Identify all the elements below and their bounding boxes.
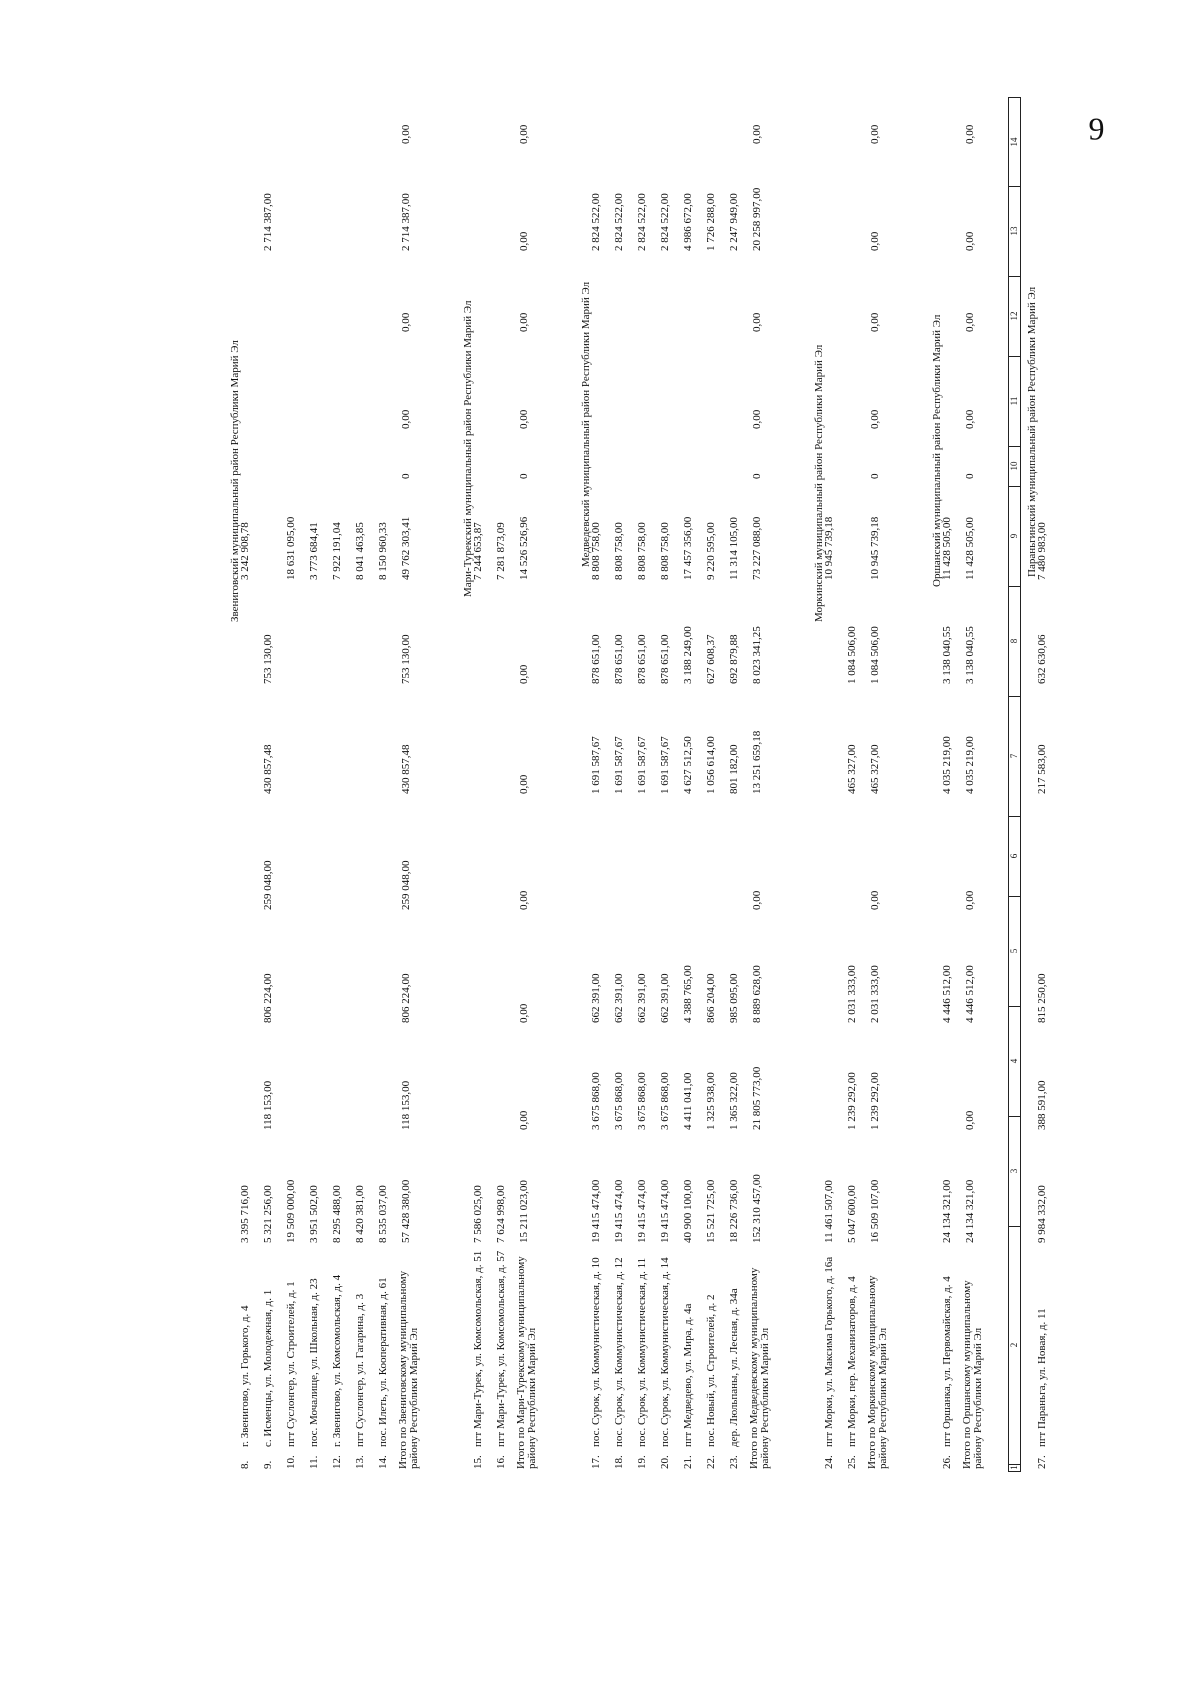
- value-cell-c7: 4 627 512,50: [682, 736, 694, 794]
- value-cell-c9: 10 945 739,18: [823, 516, 835, 580]
- total-value-c3: 57 428 380,00: [400, 1179, 412, 1243]
- value-cell-c3: 9 984 332,00: [1036, 1185, 1048, 1243]
- value-cell-c4: 1 325 938,00: [705, 1072, 717, 1130]
- address-cell: г. Звенигово, ул. Горького, д. 4: [239, 1305, 251, 1447]
- total-value-c5: 8 889 628,00: [751, 965, 763, 1023]
- row-number: 27.: [1036, 1455, 1048, 1469]
- column-header-8: 8: [1008, 586, 1021, 697]
- total-value-c9: 49 762 303,41: [400, 516, 412, 580]
- total-value-c9: 10 945 739,18: [869, 516, 881, 580]
- total-label: Итого по Оршанскому муниципальному району Республики Марий Эл: [961, 1280, 984, 1469]
- address-cell: пгт Мари-Турек, ул. Комсомольская, д. 51: [472, 1250, 484, 1447]
- value-cell-c13: 2 714 387,00: [262, 193, 274, 251]
- total-value-c5: 0,00: [518, 1003, 530, 1023]
- total-value-c13: 20 258 997,00: [751, 187, 763, 251]
- address-cell: пос. Сурок, ул. Коммунистическая, д. 10: [590, 1257, 602, 1447]
- address-cell: пос. Сурок, ул. Коммунистическая, д. 11: [636, 1257, 648, 1447]
- total-value-c10: 0: [751, 473, 763, 479]
- value-cell-c3: 19 415 474,00: [659, 1179, 671, 1243]
- column-header-12: 12: [1008, 276, 1021, 357]
- value-cell-c9: 8 808 758,00: [613, 522, 625, 580]
- total-value-c10: 0: [869, 473, 881, 479]
- address-cell: пгт Оршанка, ул. Первомайская, д. 4: [941, 1276, 953, 1447]
- column-header-5: 5: [1008, 896, 1021, 1007]
- address-cell: пос. Новый, ул. Строителей, д. 2: [705, 1294, 717, 1447]
- value-cell-c3: 11 461 507,00: [823, 1180, 835, 1243]
- value-cell-c9: 8 808 758,00: [659, 522, 671, 580]
- value-cell-c3: 7 624 998,00: [495, 1185, 507, 1243]
- value-cell-c9: 3 242 908,78: [239, 522, 251, 580]
- value-cell-c8: 3 138 040,55: [941, 626, 953, 684]
- total-value-c13: 2 714 387,00: [400, 193, 412, 251]
- value-cell-c4: 388 591,00: [1036, 1080, 1048, 1130]
- value-cell-c3: 7 586 025,00: [472, 1185, 484, 1243]
- value-cell-c5: 806 224,00: [262, 973, 274, 1023]
- total-value-c7: 465 327,00: [869, 744, 881, 794]
- value-cell-c3: 5 047 600,00: [846, 1185, 858, 1243]
- column-header-10: 10: [1008, 446, 1021, 487]
- value-cell-c3: 40 900 100,00: [682, 1179, 694, 1243]
- value-cell-c3: 19 415 474,00: [613, 1179, 625, 1243]
- total-value-c12: 0,00: [751, 312, 763, 332]
- total-value-c14: 0,00: [869, 124, 881, 144]
- address-cell: пгт Медведево, ул. Мира, д. 4а: [682, 1303, 694, 1447]
- value-cell-c3: 5 321 256,00: [262, 1185, 274, 1243]
- value-cell-c6: 259 048,00: [262, 860, 274, 910]
- value-cell-c5: 815 250,00: [1036, 973, 1048, 1023]
- total-value-c7: 4 035 219,00: [964, 736, 976, 794]
- value-cell-c5: 866 204,00: [705, 973, 717, 1023]
- value-cell-c5: 2 031 333,00: [846, 965, 858, 1023]
- row-number: 10.: [285, 1455, 297, 1469]
- total-value-c10: 0: [964, 473, 976, 479]
- value-cell-c3: 3 951 502,00: [308, 1185, 320, 1243]
- total-value-c14: 0,00: [400, 124, 412, 144]
- value-cell-c13: 2 824 522,00: [659, 193, 671, 251]
- total-label: Итого по Медведевскому муниципальному району Республики Марий Эл: [748, 1267, 771, 1469]
- total-value-c8: 3 138 040,55: [964, 626, 976, 684]
- total-value-c12: 0,00: [518, 312, 530, 332]
- total-value-c12: 0,00: [400, 312, 412, 332]
- value-cell-c13: 2 824 522,00: [636, 193, 648, 251]
- value-cell-c13: 2 824 522,00: [590, 193, 602, 251]
- value-cell-c4: 3 675 868,00: [613, 1072, 625, 1130]
- address-cell: пгт Морки, пер. Механизаторов, д. 4: [846, 1276, 858, 1447]
- total-value-c6: 0,00: [869, 890, 881, 910]
- value-cell-c7: 430 857,48: [262, 744, 274, 794]
- value-cell-c8: 3 188 249,00: [682, 626, 694, 684]
- total-value-c8: 8 023 341,25: [751, 626, 763, 684]
- value-cell-c9: 11 428 505,00: [941, 517, 953, 580]
- value-cell-c8: 753 130,00: [262, 634, 274, 684]
- section-title: Параньгинский муниципальный район Республики Марий Эл: [1026, 286, 1038, 577]
- value-cell-c3: 19 415 474,00: [590, 1179, 602, 1243]
- value-cell-c7: 1 691 587,67: [636, 736, 648, 794]
- row-number: 15.: [472, 1455, 484, 1469]
- row-number: 16.: [495, 1455, 507, 1469]
- value-cell-c9: 3 773 684,41: [308, 522, 320, 580]
- row-number: 14.: [377, 1455, 389, 1469]
- address-cell: г. Звенигово, ул. Комсомольская, д. 4: [331, 1274, 343, 1447]
- value-cell-c7: 4 035 219,00: [941, 736, 953, 794]
- value-cell-c9: 7 922 191,04: [331, 522, 343, 580]
- total-label: Итого по Мари-Турекскому муниципальному району Республики Марий Эл: [515, 1256, 538, 1469]
- value-cell-c4: 3 675 868,00: [636, 1072, 648, 1130]
- column-header-2: 2: [1008, 1226, 1021, 1465]
- total-value-c12: 0,00: [964, 312, 976, 332]
- section-title: Моркинский муниципальный район Республики Марий Эл: [813, 344, 825, 622]
- value-cell-c7: 217 583,00: [1036, 744, 1048, 794]
- value-cell-c4: 3 675 868,00: [590, 1072, 602, 1130]
- address-cell: пгт Суслонгер, ул. Гагарина, д. 3: [354, 1293, 366, 1447]
- row-number: 22.: [705, 1455, 717, 1469]
- total-value-c4: 0,00: [964, 1110, 976, 1130]
- value-cell-c5: 662 391,00: [613, 973, 625, 1023]
- total-value-c8: 0,00: [518, 664, 530, 684]
- total-value-c9: 73 227 088,00: [751, 516, 763, 580]
- column-header-14: 14: [1008, 97, 1021, 187]
- page-number: 9: [1088, 110, 1105, 147]
- total-value-c8: 753 130,00: [400, 634, 412, 684]
- column-header-11: 11: [1008, 356, 1021, 447]
- total-value-c13: 0,00: [869, 231, 881, 251]
- row-number: 17.: [590, 1455, 602, 1469]
- row-number: 19.: [636, 1455, 648, 1469]
- section-title: Мари-Турекский муниципальный район Республики Марий Эл: [462, 300, 474, 597]
- row-number: 18.: [613, 1455, 625, 1469]
- value-cell-c4: 3 675 868,00: [659, 1072, 671, 1130]
- value-cell-c3: 19 415 474,00: [636, 1179, 648, 1243]
- value-cell-c3: 3 395 716,00: [239, 1185, 251, 1243]
- total-value-c11: 0,00: [751, 409, 763, 429]
- value-cell-c3: 18 226 736,00: [728, 1179, 740, 1243]
- total-value-c11: 0,00: [869, 409, 881, 429]
- section-title: Медведевский муниципальный район Республики Марий Эл: [580, 281, 592, 567]
- value-cell-c8: 627 608,37: [705, 634, 717, 684]
- row-number: 13.: [354, 1455, 366, 1469]
- column-header-3: 3: [1008, 1116, 1021, 1227]
- value-cell-c4: 4 411 041,00: [682, 1072, 694, 1130]
- column-header-7: 7: [1008, 696, 1021, 817]
- value-cell-c9: 7 480 983,00: [1036, 522, 1048, 580]
- total-value-c7: 0,00: [518, 774, 530, 794]
- value-cell-c8: 632 630,06: [1036, 634, 1048, 684]
- value-cell-c3: 15 521 725,00: [705, 1179, 717, 1243]
- total-value-c13: 0,00: [964, 231, 976, 251]
- value-cell-c9: 11 314 105,00: [728, 517, 740, 580]
- value-cell-c7: 1 691 587,67: [613, 736, 625, 794]
- total-value-c4: 118 153,00: [400, 1080, 412, 1130]
- address-cell: пгт Параньга, ул. Новая, д. 11: [1036, 1308, 1048, 1447]
- value-cell-c13: 4 986 672,00: [682, 193, 694, 251]
- value-cell-c5: 662 391,00: [636, 973, 648, 1023]
- total-value-c14: 0,00: [518, 124, 530, 144]
- row-number: 11.: [308, 1455, 320, 1469]
- value-cell-c9: 8 808 758,00: [590, 522, 602, 580]
- value-cell-c9: 9 220 595,00: [705, 522, 717, 580]
- total-value-c6: 0,00: [751, 890, 763, 910]
- total-value-c7: 430 857,48: [400, 744, 412, 794]
- total-value-c11: 0,00: [518, 409, 530, 429]
- value-cell-c4: 1 365 322,00: [728, 1072, 740, 1130]
- total-value-c4: 0,00: [518, 1110, 530, 1130]
- column-header-1: 1: [1008, 1464, 1021, 1472]
- value-cell-c8: 1 084 506,00: [846, 626, 858, 684]
- value-cell-c13: 2 247 949,00: [728, 193, 740, 251]
- value-cell-c7: 465 327,00: [846, 744, 858, 794]
- total-label: Итого по Моркинскому муниципальному району Республики Марий Эл: [866, 1275, 889, 1469]
- value-cell-c8: 878 651,00: [613, 634, 625, 684]
- value-cell-c7: 801 182,00: [728, 744, 740, 794]
- total-value-c3: 24 134 321,00: [964, 1179, 976, 1243]
- total-value-c8: 1 084 506,00: [869, 626, 881, 684]
- value-cell-c7: 1 691 587,67: [590, 736, 602, 794]
- address-cell: пгт Суслонгер, ул. Строителей, д. 1: [285, 1281, 297, 1447]
- address-cell: пгт Морки, ул. Максима Горького, д. 16а: [823, 1256, 835, 1447]
- row-number: 21.: [682, 1455, 694, 1469]
- value-cell-c13: 1 726 288,00: [705, 193, 717, 251]
- total-value-c6: 0,00: [964, 890, 976, 910]
- address-cell: пос. Мочалище, ул. Школьная, д. 23: [308, 1278, 320, 1447]
- value-cell-c4: 1 239 292,00: [846, 1072, 858, 1130]
- value-cell-c3: 19 509 000,00: [285, 1179, 297, 1243]
- value-cell-c7: 1 056 614,00: [705, 736, 717, 794]
- total-value-c7: 13 251 659,18: [751, 730, 763, 794]
- value-cell-c3: 8 535 037,00: [377, 1185, 389, 1243]
- total-value-c14: 0,00: [751, 124, 763, 144]
- row-number: 12.: [331, 1455, 343, 1469]
- value-cell-c5: 662 391,00: [659, 973, 671, 1023]
- value-cell-c8: 878 651,00: [659, 634, 671, 684]
- total-value-c13: 0,00: [518, 231, 530, 251]
- value-cell-c9: 8 808 758,00: [636, 522, 648, 580]
- total-value-c12: 0,00: [869, 312, 881, 332]
- value-cell-c9: 7 281 873,09: [495, 522, 507, 580]
- row-number: 8.: [239, 1460, 251, 1469]
- address-cell: пос. Сурок, ул. Коммунистическая, д. 12: [613, 1257, 625, 1447]
- value-cell-c9: 17 457 356,00: [682, 516, 694, 580]
- address-cell: дер. Люльпаны, ул. Лесная, д. 34а: [728, 1288, 740, 1447]
- total-value-c5: 806 224,00: [400, 973, 412, 1023]
- total-value-c9: 11 428 505,00: [964, 517, 976, 580]
- value-cell-c9: 7 244 653,87: [472, 522, 484, 580]
- row-number: 23.: [728, 1455, 740, 1469]
- total-label: Итого по Звениговскому муниципальному району Республики Марий Эл: [397, 1270, 420, 1469]
- column-header-9: 9: [1008, 486, 1021, 587]
- total-value-c11: 0,00: [964, 409, 976, 429]
- total-value-c10: 0: [400, 473, 412, 479]
- total-value-c11: 0,00: [400, 409, 412, 429]
- row-number: 26.: [941, 1455, 953, 1469]
- total-value-c5: 2 031 333,00: [869, 965, 881, 1023]
- row-number: 9.: [262, 1460, 274, 1469]
- total-value-c6: 259 048,00: [400, 860, 412, 910]
- value-cell-c5: 985 095,00: [728, 973, 740, 1023]
- value-cell-c9: 8 150 960,33: [377, 522, 389, 580]
- value-cell-c9: 18 631 095,00: [285, 516, 297, 580]
- value-cell-c3: 8 295 488,00: [331, 1185, 343, 1243]
- total-value-c3: 152 310 457,00: [751, 1174, 763, 1243]
- column-header-6: 6: [1008, 816, 1021, 897]
- value-cell-c5: 662 391,00: [590, 973, 602, 1023]
- value-cell-c8: 878 651,00: [636, 634, 648, 684]
- value-cell-c8: 878 651,00: [590, 634, 602, 684]
- total-value-c5: 4 446 512,00: [964, 965, 976, 1023]
- total-value-c3: 15 211 023,00: [518, 1180, 530, 1243]
- row-number: 24.: [823, 1455, 835, 1469]
- value-cell-c13: 2 824 522,00: [613, 193, 625, 251]
- value-cell-c4: 118 153,00: [262, 1080, 274, 1130]
- column-header-4: 4: [1008, 1006, 1021, 1117]
- total-value-c6: 0,00: [518, 890, 530, 910]
- value-cell-c9: 8 041 463,85: [354, 522, 366, 580]
- value-cell-c3: 8 420 381,00: [354, 1185, 366, 1243]
- total-value-c3: 16 509 107,00: [869, 1179, 881, 1243]
- total-value-c9: 14 526 526,96: [518, 516, 530, 580]
- value-cell-c5: 4 446 512,00: [941, 965, 953, 1023]
- value-cell-c5: 4 388 765,00: [682, 965, 694, 1023]
- total-value-c4: 21 805 773,00: [751, 1066, 763, 1130]
- total-value-c10: 0: [518, 473, 530, 479]
- row-number: 20.: [659, 1455, 671, 1469]
- row-number: 25.: [846, 1455, 858, 1469]
- value-cell-c7: 1 691 587,67: [659, 736, 671, 794]
- address-cell: пгт Мари-Турек, ул. Комсомольская, д. 57: [495, 1250, 507, 1447]
- address-cell: пос. Илеть, ул. Кооперативная, д. 61: [377, 1277, 389, 1447]
- column-header-13: 13: [1008, 186, 1021, 277]
- section-title: Оршанский муниципальный район Республики Марий Эл: [931, 314, 943, 587]
- address-cell: пос. Сурок, ул. Коммунистическая, д. 14: [659, 1257, 671, 1447]
- total-value-c14: 0,00: [964, 124, 976, 144]
- address-cell: с. Исменцы, ул. Молодежная, д. 1: [262, 1289, 274, 1447]
- value-cell-c8: 692 879,88: [728, 634, 740, 684]
- section-title: Звениговский муниципальный район Республики Марий Эл: [229, 340, 241, 622]
- value-cell-c3: 24 134 321,00: [941, 1179, 953, 1243]
- total-value-c4: 1 239 292,00: [869, 1072, 881, 1130]
